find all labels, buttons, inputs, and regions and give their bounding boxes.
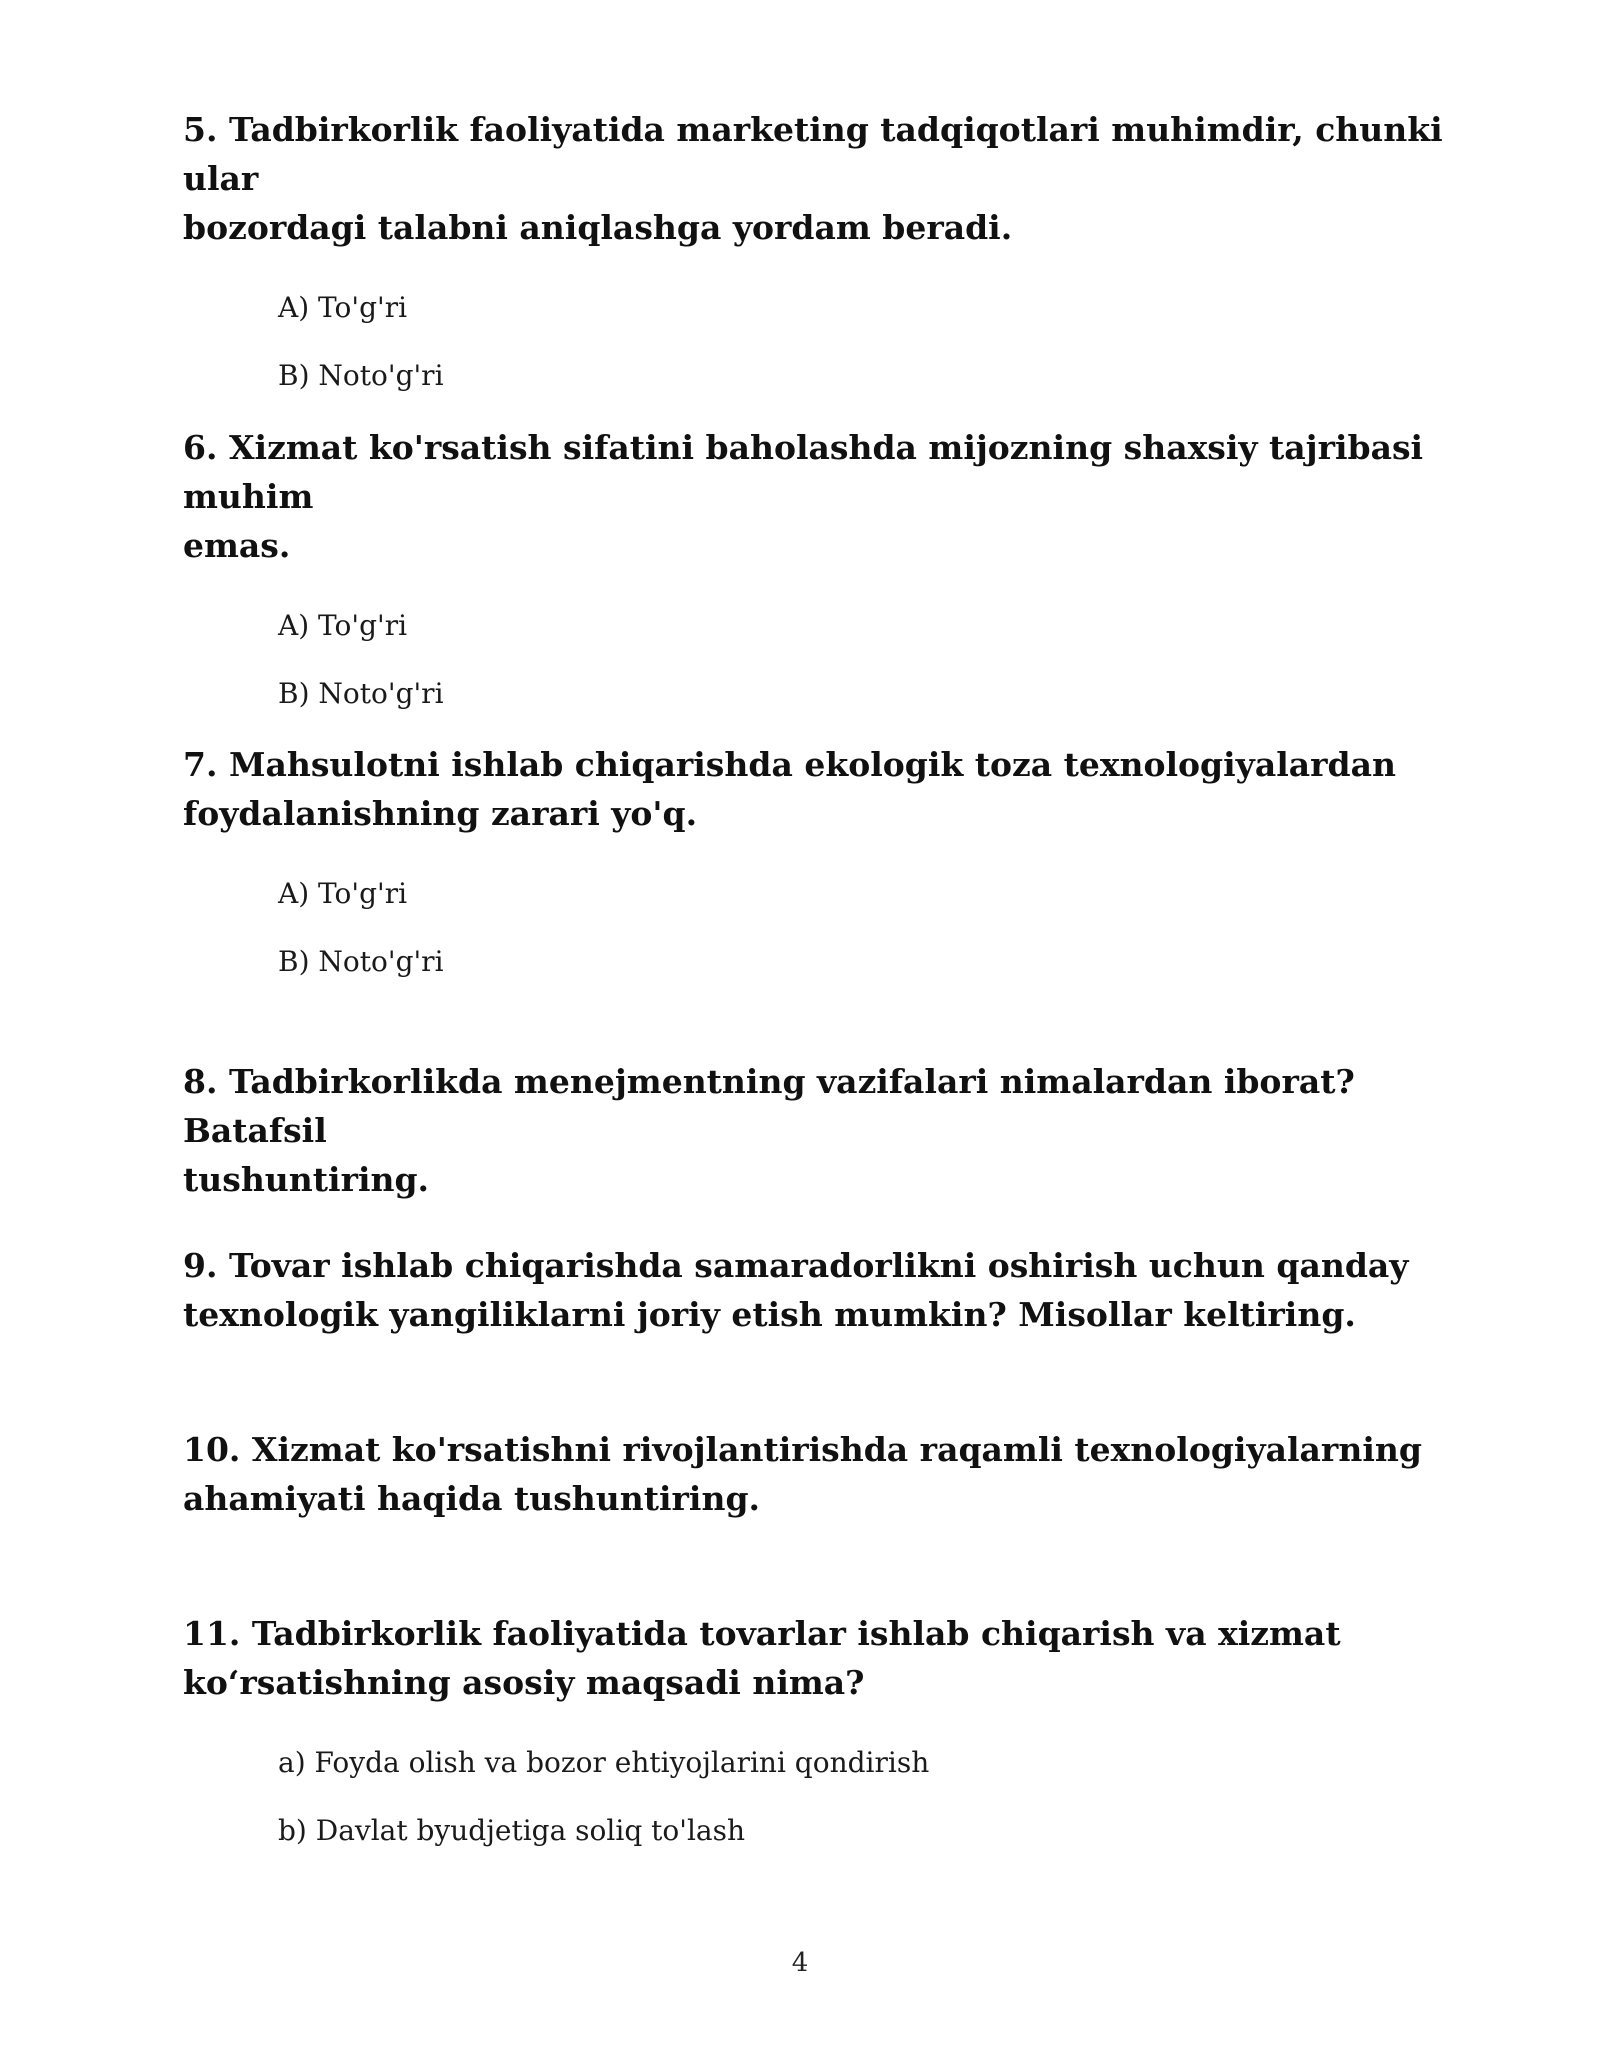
option-b: B) Noto'g'ri (278, 945, 444, 978)
option-a: A) To'g'ri (278, 877, 408, 910)
question-5 (183, 105, 1443, 410)
option-b: B) Noto'g'ri (278, 677, 444, 710)
question-9 (183, 1241, 1443, 1339)
answer-options (183, 1729, 1443, 1865)
option-a: A) To'g'ri (278, 291, 408, 324)
question-10 (183, 1425, 1443, 1523)
option-b: B) Noto'g'ri (278, 359, 444, 392)
question-text: 8. Tadbirkorlikda menejmentning vazifalari nimalardan iborat? Batafsil tushuntiring. (183, 1062, 1355, 1199)
question-text: 11. Tadbirkorlik faoliyatida tovarlar ishlab chiqarish va xizmat ko‘rsatishning asosiy maqsadi nima? (183, 1614, 1341, 1702)
question-text: 9. Tovar ishlab chiqarishda samaradorlikni oshirish uchun qanday texnologik yangiliklarni joriy etish mumkin? Misollar keltiring. (183, 1246, 1409, 1334)
question-text: 6. Xizmat ko'rsatish sifatini baholashda mijozning shaxsiy tajribasi muhim emas. (183, 428, 1424, 565)
question-11 (183, 1609, 1443, 1865)
answer-options (183, 274, 1443, 410)
option-a: A) To'g'ri (278, 609, 408, 642)
question-6 (183, 423, 1443, 728)
option-a: a) Foyda olish va bozor ehtiyojlarini qondirish (278, 1746, 930, 1779)
answer-options (183, 860, 1443, 996)
question-8 (183, 1057, 1443, 1204)
option-b: b) Davlat byudjetiga soliq to'lash (278, 1814, 746, 1847)
question-text: 10. Xizmat ko'rsatishni rivojlantirishda raqamli texnologiyalarning ahamiyati haqida tushuntiring. (183, 1430, 1422, 1518)
page-number: 4 (791, 1948, 809, 1978)
question-text: 5. Tadbirkorlik faoliyatida marketing tadqiqotlari muhimdir, chunki ular bozordagi talabni aniqlashga yordam beradi. (183, 110, 1443, 247)
question-text: 7. Mahsulotni ishlab chiqarishda ekologik toza texnologiyalardan foydalanishning zarari yo'q. (183, 745, 1396, 833)
answer-options (183, 592, 1443, 728)
question-7 (183, 740, 1443, 996)
